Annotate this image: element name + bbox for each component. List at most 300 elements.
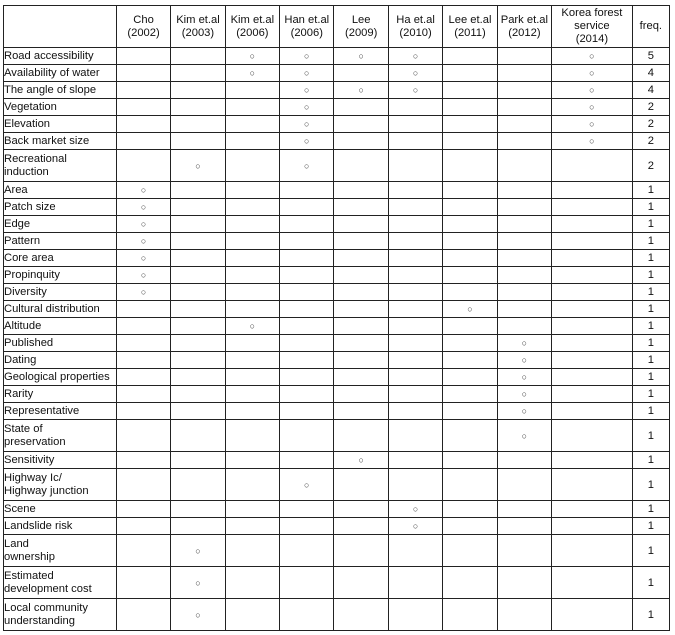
empty-cell (497, 452, 551, 469)
empty-cell (443, 369, 497, 386)
table-row (4, 403, 670, 420)
circle-mark: ○ (280, 469, 334, 501)
table-row (4, 199, 670, 216)
circle-mark: ○ (116, 233, 170, 250)
empty-cell (225, 369, 279, 386)
circle-mark: ○ (497, 352, 551, 369)
empty-cell (116, 116, 170, 133)
empty-cell (280, 301, 334, 318)
table-row (4, 352, 670, 369)
empty-cell (225, 386, 279, 403)
empty-cell (443, 65, 497, 82)
frequency-value: 4 (632, 82, 669, 99)
header-study-lee-2009 (334, 6, 388, 48)
empty-cell (497, 301, 551, 318)
circle-mark: ○ (552, 116, 633, 133)
empty-cell (116, 386, 170, 403)
factor-name: Representative (4, 403, 117, 420)
table-row (4, 420, 670, 452)
circle-mark: ○ (280, 116, 334, 133)
empty-cell (116, 469, 170, 501)
empty-cell (443, 82, 497, 99)
empty-cell (280, 250, 334, 267)
empty-cell (443, 199, 497, 216)
empty-cell (225, 284, 279, 301)
frequency-value: 2 (632, 116, 669, 133)
header-study-park-2012 (497, 6, 551, 48)
empty-cell (334, 216, 388, 233)
empty-cell (388, 535, 442, 567)
empty-cell (552, 567, 633, 599)
study-author: Park et.al (500, 13, 549, 26)
empty-cell (225, 199, 279, 216)
empty-cell (225, 535, 279, 567)
empty-cell (116, 301, 170, 318)
empty-cell (552, 267, 633, 284)
empty-cell (280, 501, 334, 518)
empty-cell (225, 267, 279, 284)
empty-cell (116, 452, 170, 469)
empty-cell (443, 150, 497, 182)
empty-cell (171, 82, 225, 99)
frequency-value: 1 (632, 567, 669, 599)
circle-mark: ○ (171, 567, 225, 599)
empty-cell (443, 501, 497, 518)
circle-mark: ○ (116, 250, 170, 267)
header-factor-cell (4, 6, 117, 48)
table-row (4, 250, 670, 267)
empty-cell (388, 199, 442, 216)
factor-name: Patch size (4, 199, 117, 216)
empty-cell (280, 318, 334, 335)
empty-cell (388, 420, 442, 452)
empty-cell (388, 599, 442, 631)
empty-cell (334, 182, 388, 199)
empty-cell (334, 133, 388, 150)
circle-mark: ○ (116, 199, 170, 216)
empty-cell (443, 403, 497, 420)
empty-cell (443, 386, 497, 403)
empty-cell (171, 318, 225, 335)
table-row (4, 501, 670, 518)
empty-cell (334, 599, 388, 631)
circle-mark: ○ (552, 99, 633, 116)
empty-cell (334, 535, 388, 567)
study-year: (2006) (236, 26, 269, 39)
empty-cell (280, 335, 334, 352)
empty-cell (497, 82, 551, 99)
frequency-value: 1 (632, 403, 669, 420)
empty-cell (225, 182, 279, 199)
empty-cell (388, 403, 442, 420)
study-year: (2003) (181, 26, 215, 39)
frequency-value: 1 (632, 233, 669, 250)
empty-cell (225, 452, 279, 469)
circle-mark: ○ (552, 48, 633, 65)
table-row (4, 284, 670, 301)
factor-name: Pattern (4, 233, 117, 250)
empty-cell (334, 567, 388, 599)
table-row (4, 82, 670, 99)
factor-name: Vegetation (4, 99, 117, 116)
empty-cell (225, 250, 279, 267)
empty-cell (171, 335, 225, 352)
empty-cell (497, 65, 551, 82)
circle-mark: ○ (497, 369, 551, 386)
circle-mark: ○ (334, 452, 388, 469)
empty-cell (280, 284, 334, 301)
factor-name: Dating (4, 352, 117, 369)
empty-cell (443, 420, 497, 452)
empty-cell (552, 182, 633, 199)
table-row (4, 369, 670, 386)
empty-cell (225, 501, 279, 518)
study-author: Han et.al (284, 13, 330, 26)
empty-cell (388, 182, 442, 199)
empty-cell (225, 233, 279, 250)
table-row (4, 65, 670, 82)
factor-name: Diversity (4, 284, 117, 301)
empty-cell (171, 267, 225, 284)
empty-cell (116, 518, 170, 535)
empty-cell (334, 501, 388, 518)
empty-cell (388, 250, 442, 267)
empty-cell (552, 403, 633, 420)
empty-cell (443, 469, 497, 501)
factor-name: Sensitivity (4, 452, 117, 469)
empty-cell (497, 150, 551, 182)
empty-cell (116, 82, 170, 99)
factor-name: Landslide risk (4, 518, 117, 535)
circle-mark: ○ (225, 318, 279, 335)
frequency-value: 1 (632, 469, 669, 501)
frequency-value: 1 (632, 335, 669, 352)
frequency-value: 1 (632, 318, 669, 335)
table-row (4, 318, 670, 335)
table-row (4, 335, 670, 352)
empty-cell (280, 352, 334, 369)
empty-cell (388, 216, 442, 233)
empty-cell (225, 82, 279, 99)
empty-cell (497, 99, 551, 116)
empty-cell (552, 599, 633, 631)
circle-mark: ○ (116, 267, 170, 284)
frequency-value: 1 (632, 420, 669, 452)
empty-cell (443, 216, 497, 233)
empty-cell (552, 233, 633, 250)
empty-cell (116, 150, 170, 182)
study-author: Korea forest service (561, 7, 623, 32)
empty-cell (443, 518, 497, 535)
factor-name: Core area (4, 250, 117, 267)
table-row (4, 301, 670, 318)
frequency-value: 1 (632, 599, 669, 631)
circle-mark: ○ (116, 182, 170, 199)
factor-name: Back market size (4, 133, 117, 150)
table-row (4, 116, 670, 133)
empty-cell (443, 99, 497, 116)
table-row (4, 48, 670, 65)
empty-cell (443, 599, 497, 631)
frequency-value: 5 (632, 48, 669, 65)
empty-cell (225, 335, 279, 352)
empty-cell (497, 535, 551, 567)
empty-cell (552, 369, 633, 386)
circle-mark: ○ (443, 301, 497, 318)
empty-cell (171, 501, 225, 518)
empty-cell (116, 65, 170, 82)
factor-name: Highway Ic/ Highway junction (4, 469, 117, 501)
empty-cell (497, 567, 551, 599)
empty-cell (225, 420, 279, 452)
factor-name: Altitude (4, 318, 117, 335)
factor-name: Estimated development cost (4, 567, 117, 599)
empty-cell (116, 369, 170, 386)
empty-cell (225, 599, 279, 631)
empty-cell (388, 335, 442, 352)
factor-name: Published (4, 335, 117, 352)
empty-cell (171, 133, 225, 150)
factor-name: The angle of slope (4, 82, 117, 99)
empty-cell (552, 535, 633, 567)
circle-mark: ○ (280, 82, 334, 99)
empty-cell (171, 250, 225, 267)
empty-cell (334, 403, 388, 420)
header-study-kim-2003 (171, 6, 225, 48)
table-row (4, 150, 670, 182)
empty-cell (388, 116, 442, 133)
circle-mark: ○ (334, 48, 388, 65)
circle-mark: ○ (552, 65, 633, 82)
empty-cell (171, 48, 225, 65)
empty-cell (334, 386, 388, 403)
empty-cell (116, 567, 170, 599)
empty-cell (280, 182, 334, 199)
empty-cell (334, 301, 388, 318)
empty-cell (171, 99, 225, 116)
empty-cell (388, 452, 442, 469)
circle-mark: ○ (334, 82, 388, 99)
factor-name: Propinquity (4, 267, 117, 284)
circle-mark: ○ (552, 82, 633, 99)
circle-mark: ○ (388, 518, 442, 535)
circle-mark: ○ (280, 150, 334, 182)
empty-cell (171, 352, 225, 369)
factor-name: Local community understanding (4, 599, 117, 631)
table-row (4, 599, 670, 631)
circle-mark: ○ (497, 335, 551, 352)
empty-cell (334, 352, 388, 369)
factor-name: Area (4, 182, 117, 199)
frequency-value: 1 (632, 386, 669, 403)
empty-cell (443, 535, 497, 567)
frequency-value: 1 (632, 199, 669, 216)
frequency-value: 1 (632, 250, 669, 267)
empty-cell (280, 420, 334, 452)
empty-cell (334, 267, 388, 284)
empty-cell (225, 352, 279, 369)
study-author: Cho (133, 13, 154, 26)
empty-cell (497, 233, 551, 250)
empty-cell (497, 216, 551, 233)
circle-mark: ○ (280, 48, 334, 65)
factor-frequency-table (3, 5, 670, 631)
empty-cell (225, 567, 279, 599)
empty-cell (116, 403, 170, 420)
factor-name: Edge (4, 216, 117, 233)
frequency-value: 1 (632, 267, 669, 284)
empty-cell (552, 301, 633, 318)
empty-cell (388, 233, 442, 250)
factor-name: State of preservation (4, 420, 117, 452)
empty-cell (552, 335, 633, 352)
empty-cell (280, 199, 334, 216)
circle-mark: ○ (388, 48, 442, 65)
empty-cell (552, 420, 633, 452)
table-row (4, 469, 670, 501)
empty-cell (497, 199, 551, 216)
header-study-han-2006 (280, 6, 334, 48)
empty-cell (552, 452, 633, 469)
study-author: Lee et.al (448, 13, 492, 26)
empty-cell (280, 535, 334, 567)
table-row (4, 182, 670, 199)
study-year: (2010) (399, 26, 432, 39)
empty-cell (552, 469, 633, 501)
empty-cell (334, 233, 388, 250)
empty-cell (280, 567, 334, 599)
empty-cell (225, 216, 279, 233)
empty-cell (171, 216, 225, 233)
empty-cell (443, 116, 497, 133)
empty-cell (334, 99, 388, 116)
empty-cell (443, 233, 497, 250)
empty-cell (171, 403, 225, 420)
header-study-korea-forest-service-2014 (552, 6, 633, 48)
empty-cell (334, 250, 388, 267)
empty-cell (497, 182, 551, 199)
factor-name: Availability of water (4, 65, 117, 82)
empty-cell (334, 116, 388, 133)
table-row (4, 216, 670, 233)
empty-cell (552, 386, 633, 403)
header-study-lee-2011 (443, 6, 497, 48)
empty-cell (116, 420, 170, 452)
empty-cell (225, 99, 279, 116)
header-study-ha-2010 (388, 6, 442, 48)
empty-cell (443, 48, 497, 65)
empty-cell (497, 501, 551, 518)
table-row (4, 99, 670, 116)
empty-cell (388, 150, 442, 182)
empty-cell (116, 133, 170, 150)
circle-mark: ○ (280, 65, 334, 82)
empty-cell (552, 199, 633, 216)
frequency-value: 1 (632, 352, 669, 369)
empty-cell (388, 133, 442, 150)
empty-cell (225, 150, 279, 182)
frequency-value: 1 (632, 452, 669, 469)
empty-cell (443, 335, 497, 352)
empty-cell (116, 335, 170, 352)
empty-cell (116, 99, 170, 116)
empty-cell (334, 420, 388, 452)
empty-cell (552, 250, 633, 267)
empty-cell (225, 518, 279, 535)
empty-cell (552, 352, 633, 369)
frequency-value: 1 (632, 216, 669, 233)
empty-cell (497, 284, 551, 301)
empty-cell (334, 199, 388, 216)
empty-cell (497, 250, 551, 267)
empty-cell (171, 284, 225, 301)
empty-cell (497, 133, 551, 150)
frequency-value: 1 (632, 501, 669, 518)
empty-cell (334, 518, 388, 535)
empty-cell (497, 469, 551, 501)
empty-cell (552, 150, 633, 182)
table-row (4, 233, 670, 250)
empty-cell (334, 150, 388, 182)
empty-cell (443, 267, 497, 284)
circle-mark: ○ (116, 284, 170, 301)
empty-cell (388, 318, 442, 335)
circle-mark: ○ (171, 150, 225, 182)
empty-cell (171, 301, 225, 318)
circle-mark: ○ (116, 216, 170, 233)
empty-cell (171, 518, 225, 535)
empty-cell (388, 99, 442, 116)
empty-cell (388, 301, 442, 318)
empty-cell (443, 250, 497, 267)
empty-cell (497, 318, 551, 335)
frequency-value: 1 (632, 535, 669, 567)
table-row (4, 133, 670, 150)
header-row (4, 6, 670, 48)
factor-name: Scene (4, 501, 117, 518)
circle-mark: ○ (171, 535, 225, 567)
empty-cell (388, 267, 442, 284)
empty-cell (280, 369, 334, 386)
empty-cell (225, 133, 279, 150)
empty-cell (334, 65, 388, 82)
factor-name: Recreational induction (4, 150, 117, 182)
empty-cell (497, 267, 551, 284)
frequency-value: 1 (632, 301, 669, 318)
empty-cell (225, 469, 279, 501)
frequency-value: 2 (632, 133, 669, 150)
header-freq: freq. (632, 6, 669, 48)
table-row (4, 535, 670, 567)
empty-cell (552, 216, 633, 233)
empty-cell (171, 116, 225, 133)
empty-cell (334, 369, 388, 386)
study-year: (2006) (290, 26, 323, 39)
circle-mark: ○ (225, 65, 279, 82)
study-year: (2011) (454, 26, 486, 39)
study-year: (2012) (508, 26, 541, 39)
factor-name: Land ownership (4, 535, 117, 567)
empty-cell (171, 369, 225, 386)
empty-cell (171, 233, 225, 250)
table-row (4, 518, 670, 535)
frequency-value: 1 (632, 518, 669, 535)
empty-cell (443, 182, 497, 199)
empty-cell (280, 452, 334, 469)
empty-cell (552, 518, 633, 535)
empty-cell (552, 284, 633, 301)
factor-name: Road accessibility (4, 48, 117, 65)
